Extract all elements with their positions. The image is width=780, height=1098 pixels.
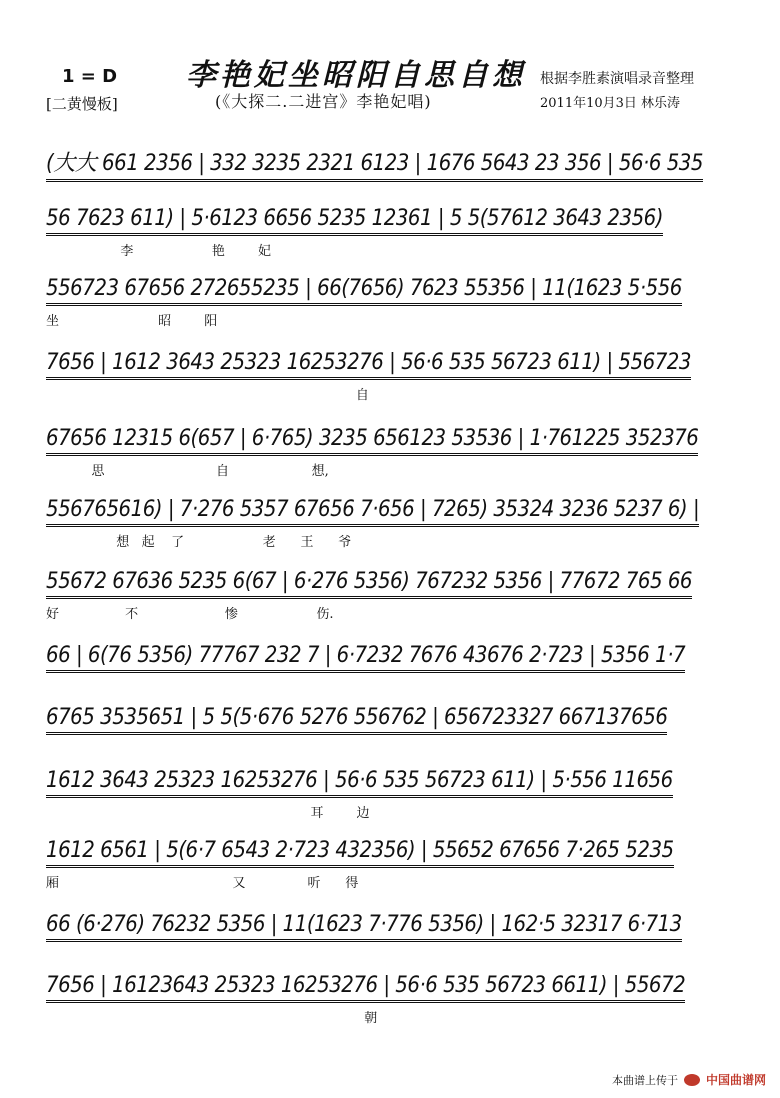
score-line xyxy=(46,426,746,478)
score-line xyxy=(46,912,746,964)
upload-credit-text: 本曲谱上传于 xyxy=(611,1073,678,1087)
jianpu-notes: 7656 | 16123643 25323 16253276 | 56·6 535 56723 6611) | 55672 xyxy=(46,973,685,1003)
score-line xyxy=(46,643,746,695)
key-signature: 1 = D xyxy=(62,66,118,87)
jianpu-notes: 6765 3535651 | 5 5(5·676 5276 556762 | 656723327 667137656 xyxy=(46,705,667,735)
lyrics: 坐 昭 阳 xyxy=(46,314,218,329)
page-title: 李艳妃坐昭阳自思自想 xyxy=(186,58,526,93)
jianpu-notes: 55672 67636 5235 6(67 | 6·276 5356) 767232 5356 | 77672 765 66 xyxy=(46,569,692,599)
site-logo-icon xyxy=(684,1074,700,1086)
jianpu-notes: 66 (6·276) 76232 5356 | 11(1623 7·776 5356) | 162·5 32317 6·713 xyxy=(46,912,682,942)
page-subtitle: (《大探二.二进宫》李艳妃唱) xyxy=(215,92,432,111)
site-name[interactable]: 中国曲谱网 xyxy=(705,1073,766,1087)
lyrics: 朝 xyxy=(46,1011,378,1026)
lyrics: 思 自 想, xyxy=(46,464,329,479)
source-note: 根据李胜素演唱录音整理 xyxy=(540,71,694,87)
lyrics: 李 艳 妃 xyxy=(46,244,271,259)
date-author: 2011年10月3日 林乐涛 xyxy=(540,96,681,111)
jianpu-notes: 556723 67656 272655235 | 66(7656) 7623 55356 | 11(1623 5·556 xyxy=(46,276,682,306)
lyrics: 厢 又 听 得 xyxy=(46,876,359,891)
upload-credit xyxy=(612,1071,766,1088)
score-line xyxy=(46,146,746,198)
tempo-mode: [二黄慢板] xyxy=(46,95,118,113)
score-line xyxy=(46,768,746,820)
score-line xyxy=(46,569,746,621)
jianpu-notes: 66 | 6(76 5356) 77767 232 7 | 6·7232 7676 43676 2·723 | 5356 1·7 xyxy=(46,643,685,673)
score-line xyxy=(46,350,746,402)
lyrics: 想 起 了 老 王 爷 xyxy=(46,535,352,550)
score-line xyxy=(46,973,746,1025)
lyrics: 自 xyxy=(46,388,369,403)
lyrics: 耳 边 xyxy=(46,806,370,821)
jianpu-notes: 7656 | 1612 3643 25323 16253276 | 56·6 535 56723 611) | 556723 xyxy=(46,350,691,380)
jianpu-notes: 1612 6561 | 5(6·7 6543 2·723 432356) | 55652 67656 7·265 5235 xyxy=(46,838,674,868)
lyrics: 好 不 惨 伤. xyxy=(46,607,334,622)
score-line xyxy=(46,497,746,549)
jianpu-notes: 67656 12315 6(657 | 6·765) 3235 656123 53536 | 1·761225 352376 xyxy=(46,426,698,456)
score-line xyxy=(46,838,746,890)
score-line xyxy=(46,206,746,258)
jianpu-notes: 56 7623 611) | 5·6123 6656 5235 12361 | 5 5(57612 3643 2356) xyxy=(46,206,663,236)
score-line xyxy=(46,705,746,757)
jianpu-notes: 556765616) | 7·276 5357 67656 7·656 | 7265) 35324 3236 5237 6) | xyxy=(46,497,699,527)
jianpu-notes: (大大 661 2356 | 332 3235 2321 6123 | 1676 5643 23 356 | 56·6 535 xyxy=(46,146,703,182)
jianpu-notes: 1612 3643 25323 16253276 | 56·6 535 56723 611) | 5·556 11656 xyxy=(46,768,673,798)
score-line xyxy=(46,276,746,328)
